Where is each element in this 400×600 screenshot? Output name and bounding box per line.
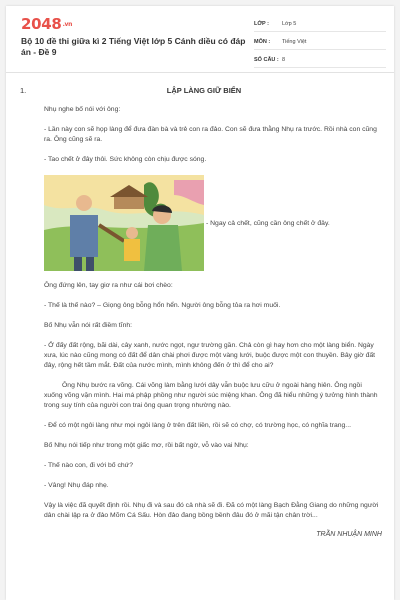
logo-suffix: .vn: [62, 21, 73, 28]
illustration-row: [44, 175, 382, 271]
meta-value: 8: [282, 56, 286, 63]
meta-value: Tiếng Việt: [282, 38, 307, 45]
paragraph: - Vâng! Nhụ đáp nhẹ.: [44, 482, 109, 489]
paragraph: Nhụ nghe bố nói với ông:: [44, 106, 121, 113]
paragraph: - Để có một ngôi làng như mọi ngôi làng ở trên đất liền, rồi sẽ có chợ, có trường học, có nghĩa trang...: [44, 422, 351, 429]
image-caption: - Ngay cả chết, cũng cần ông chết ở đây.: [206, 219, 330, 227]
paragraph: Bố Nhụ nói tiếp như trong một giấc mơ, rồi bất ngờ, vỗ vào vai Nhụ:: [44, 442, 249, 449]
document-title: Bộ 10 đề thi giữa kì 2 Tiếng Việt lớp 5 Cánh diều có đáp án - Đề 9: [21, 36, 246, 57]
question-number: 1.: [20, 86, 27, 95]
meta-label: LỚP :: [254, 20, 269, 27]
paragraph: Bố Nhụ vẫn nói rất điềm tĩnh:: [44, 322, 133, 329]
meta-row-count: [254, 52, 386, 68]
meta-label: SỐ CÂU :: [254, 56, 279, 63]
question-content: [20, 82, 382, 538]
meta-value: Lớp 5: [282, 20, 297, 27]
site-logo[interactable]: [21, 15, 72, 33]
paragraph: - Ở đấy đất rộng, bãi dài, cây xanh, nước ngọt, ngư trường gần. Chả còn gì hay hơn cho một làng biển. Ngày xưa, lúc nào cũng mong có đất để dân chài phơi được một vàng lưới, buộc được một con thuyền. Bây giờ đất đây, rộng hết tầm mắt. Đất của nước mình, mình không đến ở thì để cho ai?: [44, 342, 376, 369]
paragraph: Vậy là việc đã quyết định rồi. Nhụ đi và sau đó cả nhà sẽ đi. Đã có một làng Bạch Đằng Giang do những người dân chài lập ra ở đảo Mõm Cá Sấu. Hòn đảo đang bồng bềnh đâu đó ở mãi tận chân trời...: [44, 502, 379, 519]
paragraph: Ông đứng lên, tay giơ ra như cái bơi chèo:: [44, 282, 173, 289]
meta-row-subject: [254, 34, 386, 50]
paragraph: - Tao chết ở đây thôi. Sức không còn chịu được sóng.: [44, 156, 207, 163]
story-illustration: [44, 175, 204, 271]
paragraph: - Lần này con sẽ họp làng để đưa đàn bà và trẻ con ra đảo. Con sẽ đưa thằng Nhụ ra trước. Rồi nhà con cũng ra. Ông cũng sẽ ra.: [44, 126, 377, 143]
author-name: TRẦN NHUẬN MINH: [316, 531, 382, 538]
page-header: [6, 6, 394, 73]
paragraph: Ông Nhụ bước ra võng. Cái võng làm bằng lưới dây vẫn buộc lưu cữu ở ngoài hàng hiên. Ông ngồi xuống võng vặn mình. Hai má phập phồng như người súc miệng khan. Ông đã hiểu những ý tưởng hình thành trong suy tính của người con trai ông quan trọng nhường nào.: [44, 382, 378, 409]
paragraph: - Thế nào con, đi với bố chứ?: [44, 462, 133, 469]
story-title: LẬP LÀNG GIỮ BIỂN: [166, 86, 242, 95]
meta-label: MÔN :: [254, 38, 271, 45]
document-meta: [254, 16, 386, 70]
paragraph: - Thế là thế nào? – Giọng ông bỗng hổn hển. Người ông bỗng tỏa ra hơi muối.: [44, 302, 281, 309]
document-page: [6, 6, 394, 600]
logo-text: 2048: [21, 15, 62, 33]
meta-row-class: [254, 16, 386, 32]
